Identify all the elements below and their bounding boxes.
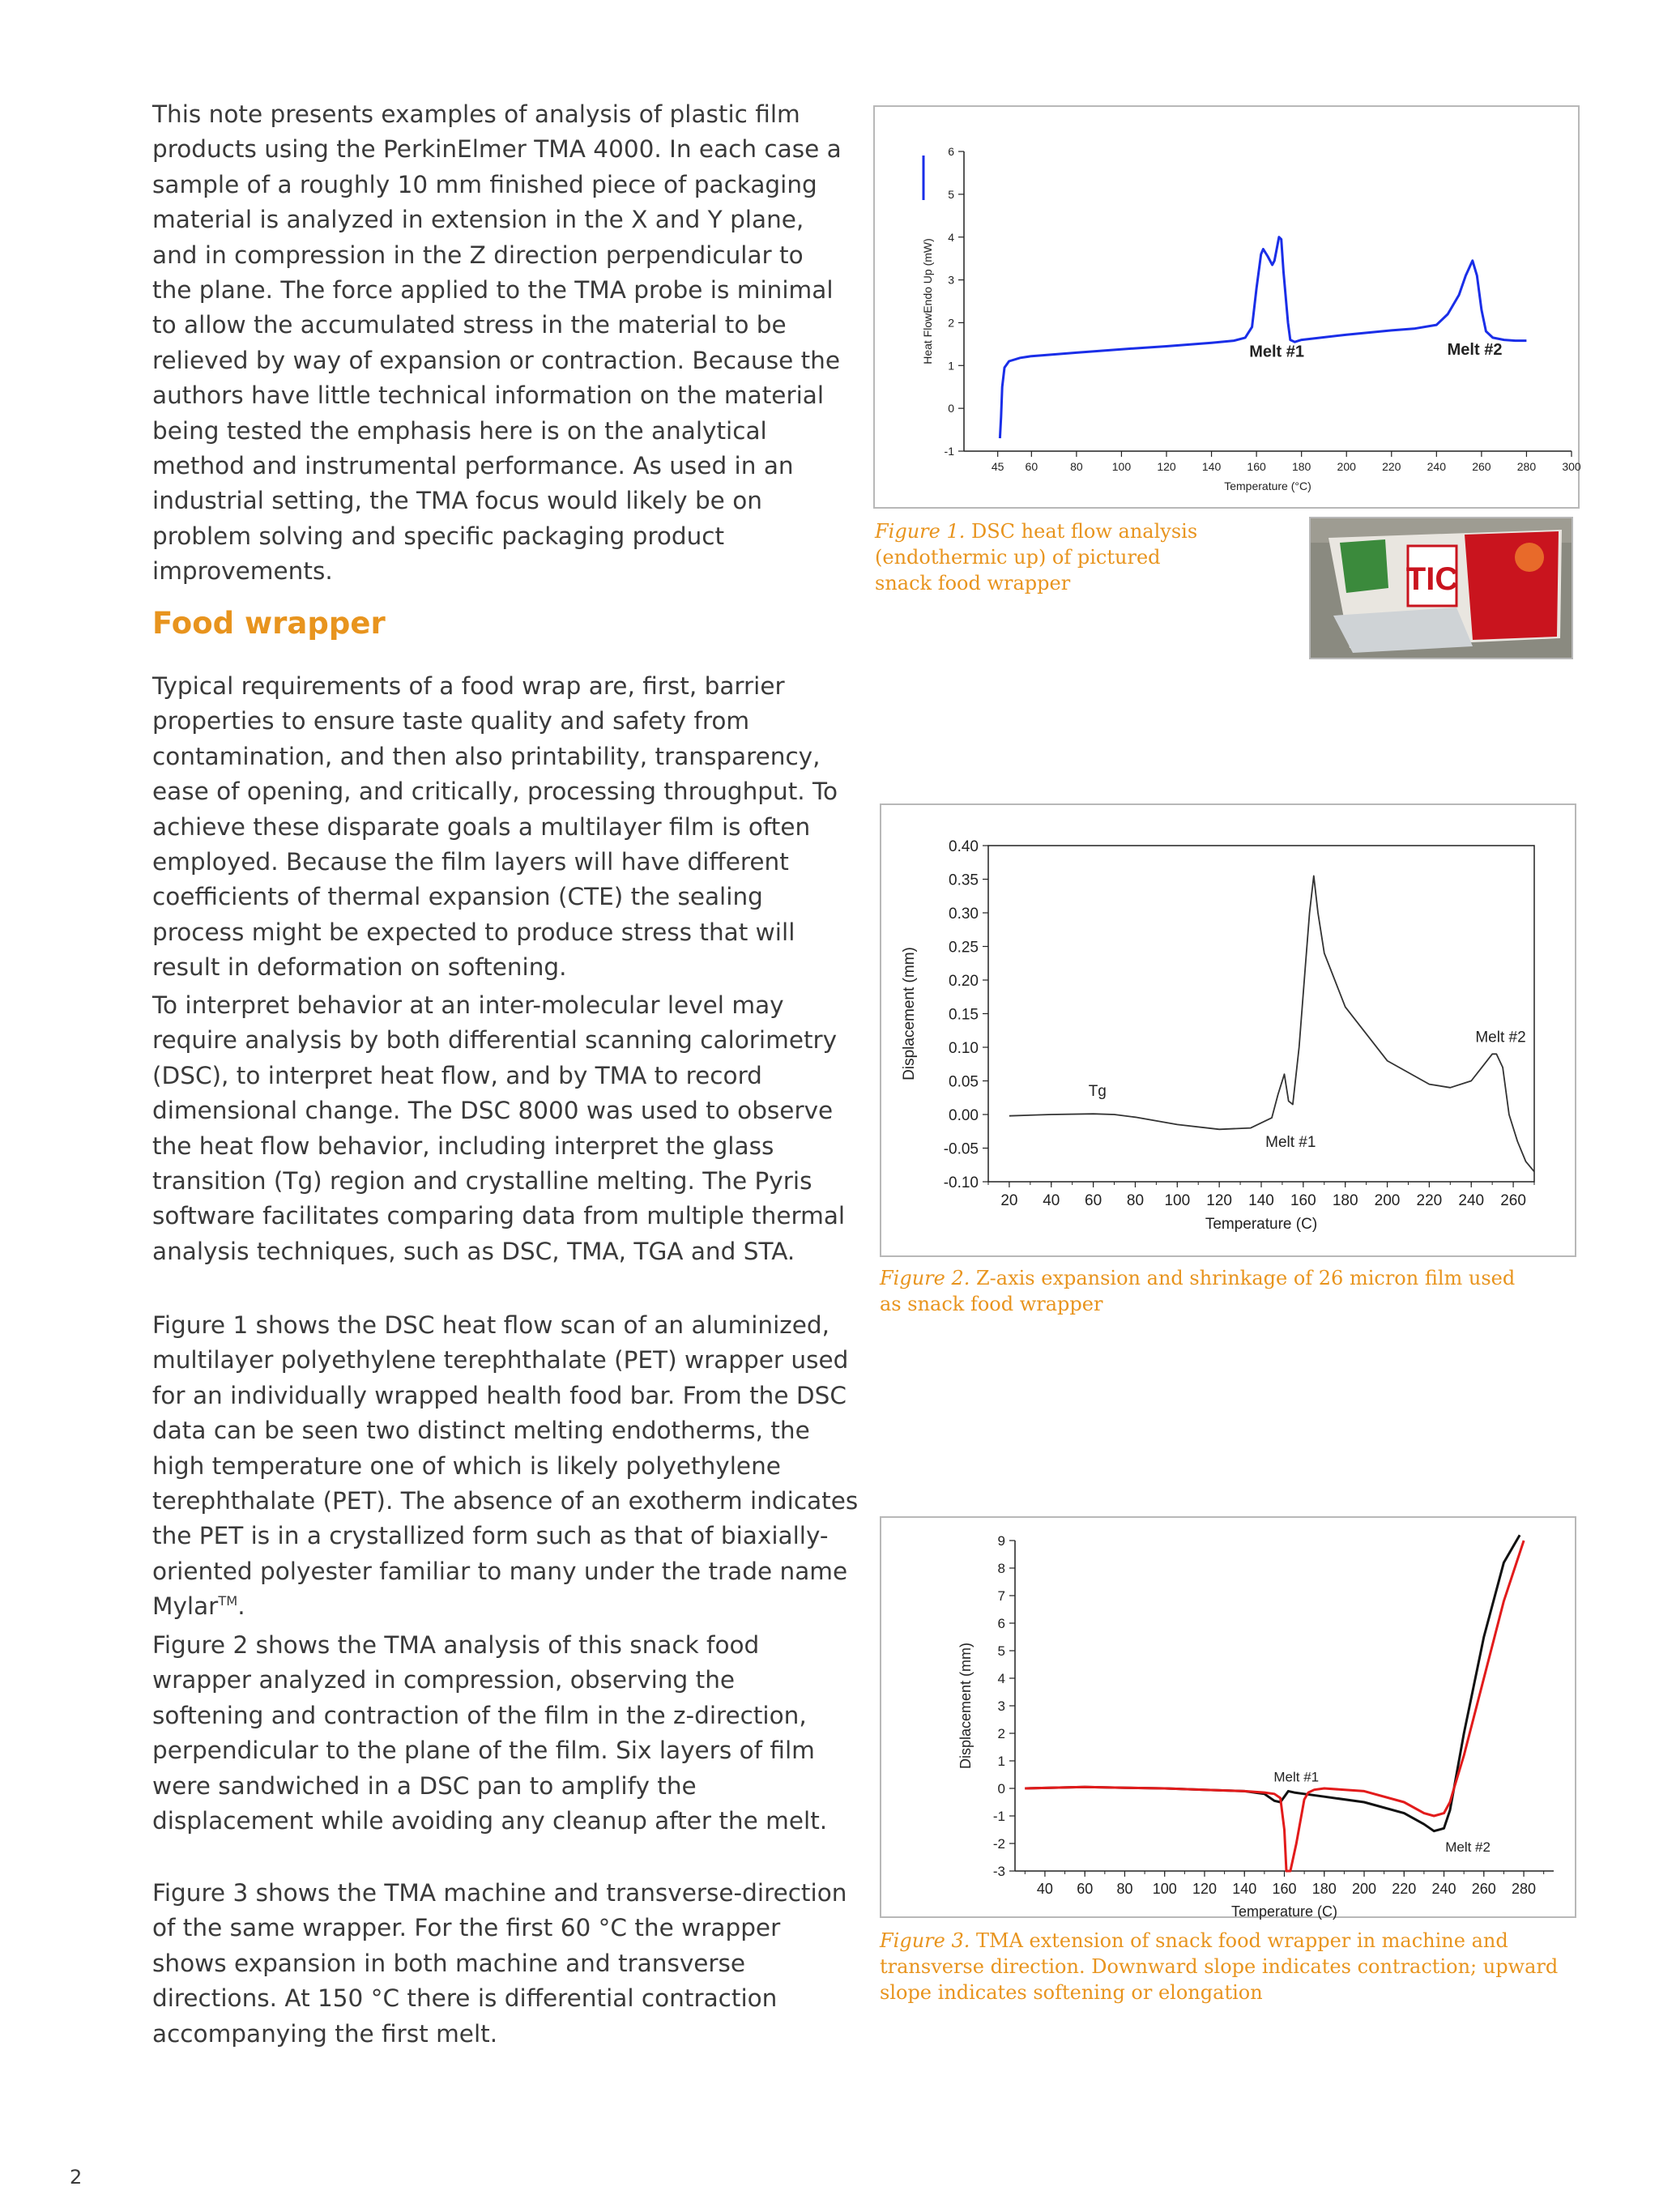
x-tick-label: 240 (1427, 460, 1447, 473)
y-tick-label: 1 (948, 359, 954, 373)
chart-annotation: Melt #2 (1445, 1839, 1491, 1856)
y-axis-label: Displacement (mm) (901, 947, 918, 1080)
y-axis-label: Heat FlowEndo Up (mW) (921, 238, 934, 364)
y-tick-label: 2 (948, 316, 954, 330)
y-tick-label: -1 (944, 445, 954, 458)
x-tick-label: 160 (1290, 1192, 1316, 1209)
y-tick-label: 3 (997, 1698, 1005, 1715)
paragraph-dsc-tma: To interpret behavior at an inter-molecular level may require analysis by both differential scanning calorimetry (DSC), to interpret heat flow, and by TMA to record dimensional change. The DSC 8000 was used to observe the heat flow behavior, including interpret the glass transition (Tg) region and crystalline melting. The Pyris software facilitates comparing data from multiple thermal analysis techniques, such as DSC, TMA, TGA and STA. (152, 991, 846, 1265)
x-tick-label: 80 (1070, 460, 1083, 473)
x-tick-label: 140 (1232, 1881, 1257, 1897)
x-tick-label: 60 (1077, 1881, 1094, 1897)
y-tick-label: 1 (997, 1754, 1005, 1770)
x-tick-label: 120 (1192, 1881, 1218, 1897)
y-tick-label: 0.10 (949, 1039, 979, 1057)
chart-1-svg (875, 107, 1581, 507)
x-tick-label: 180 (1332, 1192, 1358, 1209)
page-number: 2 (70, 2166, 83, 2189)
figure-1-caption-text: DSC heat flow analysis (endothermic up) of pictured snack food wrapper (875, 520, 1198, 595)
y-tick-label: 0 (997, 1781, 1005, 1797)
y-tick-label: -3 (992, 1864, 1005, 1880)
y-tick-label: 0.30 (949, 905, 979, 923)
y-tick-label: -1 (992, 1809, 1005, 1825)
section-heading-food-wrapper: Food wrapper (152, 606, 386, 641)
x-tick-label: 220 (1382, 460, 1401, 473)
x-tick-label: 140 (1248, 1192, 1274, 1209)
y-tick-label: -2 (992, 1836, 1005, 1852)
y-tick-label: 3 (948, 273, 954, 287)
x-tick-label: 120 (1157, 460, 1176, 473)
y-tick-label: 9 (997, 1533, 1005, 1549)
x-tick-label: 220 (1416, 1192, 1443, 1209)
x-tick-label: 100 (1164, 1192, 1191, 1209)
photo-brand-text: TIC (1405, 561, 1459, 597)
y-tick-label: 5 (997, 1643, 1005, 1660)
snack-wrapper-illustration (1311, 518, 1572, 658)
x-axis-label: Temperature (C) (1205, 1216, 1318, 1233)
x-tick-label: 80 (1126, 1192, 1145, 1209)
x-tick-label: 140 (1201, 460, 1222, 473)
series-line-main (1000, 237, 1526, 438)
x-tick-label: 300 (1562, 460, 1581, 473)
y-tick-label: 4 (997, 1671, 1005, 1687)
x-tick-label: 160 (1247, 460, 1266, 473)
x-tick-label: 260 (1472, 460, 1491, 473)
y-tick-label: 5 (948, 187, 954, 201)
y-tick-label: 0 (948, 402, 954, 416)
paragraph-figure1-text: Figure 1 shows the DSC heat flow scan of an aluminized, multilayer polyethylene terephthalate (PET) wrapper used for an individually wrapped health food bar. From the DSC data can be seen two distinct melting endotherms, the high temperature one of which is likely polyethylene terephthalate (PET). The absence of an exotherm indicates the PET is in a crystallized form such as that of biaxially-oriented polyester familiar to many under the trade name Mylar (152, 1311, 859, 1621)
x-tick-label: 100 (1152, 1881, 1177, 1897)
y-tick-label: 0.00 (949, 1106, 979, 1124)
x-tick-label: 60 (1025, 460, 1038, 473)
figure-3-tma-md-td-chart (880, 1516, 1576, 1918)
y-tick-label: 0.25 (949, 939, 979, 957)
y-tick-label: 0.15 (949, 1006, 979, 1024)
paragraph-figure3: Figure 3 shows the TMA machine and transverse-direction of the same wrapper. For the first 60 °C the wrapper shows expansion in both machine and transverse directions. At 150 °C there is differential contraction accompanying the first melt. (152, 1879, 847, 2048)
figure-2-caption (880, 1265, 1528, 1317)
series-line-red (1025, 1541, 1524, 1871)
y-tick-label: 7 (997, 1588, 1005, 1605)
chart-annotation: Melt #1 (1273, 1769, 1320, 1785)
paragraph-figure2: Figure 2 shows the TMA analysis of this snack food wrapper analyzed in compression, observing the softening and contraction of the film in the z-direction, perpendicular to the plane of the film. Six layers of film were sandwiched in a DSC pan to amplify the displacement while avoiding any cleanup after the melt. (152, 1631, 828, 1835)
x-tick-label: 100 (1111, 460, 1132, 473)
figure-3-label: Figure 3. (880, 1929, 970, 1952)
y-tick-label: -0.10 (943, 1174, 979, 1191)
plot-frame (988, 846, 1534, 1182)
figure-2-label: Figure 2. (880, 1267, 970, 1289)
x-tick-label: 180 (1291, 460, 1311, 473)
figure-1-caption (875, 518, 1199, 596)
y-tick-label: 0.05 (949, 1073, 979, 1091)
y-tick-label: 8 (997, 1561, 1005, 1577)
y-tick-label: 2 (997, 1726, 1005, 1742)
x-tick-label: 200 (1351, 1881, 1377, 1897)
x-tick-label: 45 (991, 460, 1004, 473)
paragraph-figure1 (152, 1308, 865, 1625)
chart-2-svg (881, 805, 1575, 1255)
y-tick-label: 4 (948, 230, 954, 244)
x-tick-label: 280 (1512, 1881, 1537, 1897)
x-tick-label: 20 (1000, 1192, 1018, 1209)
series-line-main (1009, 876, 1534, 1171)
figure-2-caption-text: Z-axis expansion and shrinkage of 26 micron film used as snack food wrapper (880, 1267, 1516, 1315)
chart-annotation: Tg (1088, 1082, 1107, 1100)
x-tick-label: 40 (1043, 1192, 1060, 1209)
y-tick-label: 0.20 (949, 972, 979, 990)
snack-wrapper-photo (1309, 517, 1573, 659)
chart-3-svg (881, 1518, 1575, 1920)
figure-1-dsc-chart (873, 105, 1580, 509)
y-tick-label: 6 (948, 145, 954, 159)
figure-1-label: Figure 1. (875, 520, 966, 543)
chart-annotation: Melt #2 (1447, 341, 1503, 360)
x-tick-label: 40 (1036, 1881, 1053, 1897)
x-tick-label: 180 (1311, 1881, 1337, 1897)
intro-paragraph: This note presents examples of analysis of plastic film products using the PerkinElmer TMA 4000. In each case a sample of a roughly 10 mm finished piece of packaging material is analyzed in extension in the X and Y plane, and in compression in the Z direction perpendicular to the plane. The force applied to the TMA probe is minimal to allow the accumulated stress in the material to be relieved by way of expansion or contraction. Because the authors have little technical information on the material being tested the emphasis here is on the analytical method and instrumental performance. As used in an industrial setting, the TMA focus would likely be on problem solving and specific packaging product improvements. (152, 100, 842, 586)
chart-annotation: Melt #1 (1265, 1133, 1316, 1151)
y-axis-label: Displacement (mm) (957, 1642, 974, 1770)
x-tick-label: 200 (1337, 460, 1356, 473)
x-axis-label: Temperature (°C) (1224, 479, 1311, 492)
x-tick-label: 220 (1392, 1881, 1417, 1897)
x-tick-label: 260 (1500, 1192, 1526, 1209)
figure-2-tma-z-chart (880, 803, 1576, 1257)
paragraph-figure1-end: . (237, 1592, 245, 1621)
trademark-superscript: TM (218, 1593, 238, 1609)
chart-annotation: Melt #2 (1475, 1029, 1526, 1046)
x-tick-label: 60 (1085, 1192, 1102, 1209)
figure-3-caption-text: TMA extension of snack food wrapper in machine and transverse direction. Downward slope indicates contraction; upward slope indicates softening or elongation (880, 1929, 1559, 2004)
y-tick-label: 0.35 (949, 872, 979, 889)
figure-3-caption (880, 1928, 1609, 2005)
x-tick-label: 240 (1458, 1192, 1485, 1209)
x-tick-label: 80 (1116, 1881, 1133, 1897)
y-tick-label: -0.05 (943, 1140, 979, 1158)
x-tick-label: 280 (1516, 460, 1537, 473)
x-tick-label: 240 (1431, 1881, 1456, 1897)
chart-annotation: Melt #1 (1249, 343, 1305, 361)
y-tick-label: 0.40 (949, 837, 979, 855)
x-axis-label: Temperature (C) (1230, 1903, 1338, 1920)
x-tick-label: 160 (1272, 1881, 1297, 1897)
paragraph-requirements: Typical requirements of a food wrap are, first, barrier properties to ensure taste quality and safety from contamination, and then also printability, transparency, ease of opening, and critically, processing throughput. To achieve these disparate goals a multilayer film is often employed. Because the film layers will have different coefficients of thermal expansion (CTE) the sealing process might be expected to produce stress that will result in deformation on softening. (152, 672, 838, 982)
x-tick-label: 200 (1374, 1192, 1401, 1209)
x-tick-label: 120 (1206, 1192, 1233, 1209)
x-tick-label: 260 (1471, 1881, 1496, 1897)
y-tick-label: 6 (997, 1616, 1005, 1632)
